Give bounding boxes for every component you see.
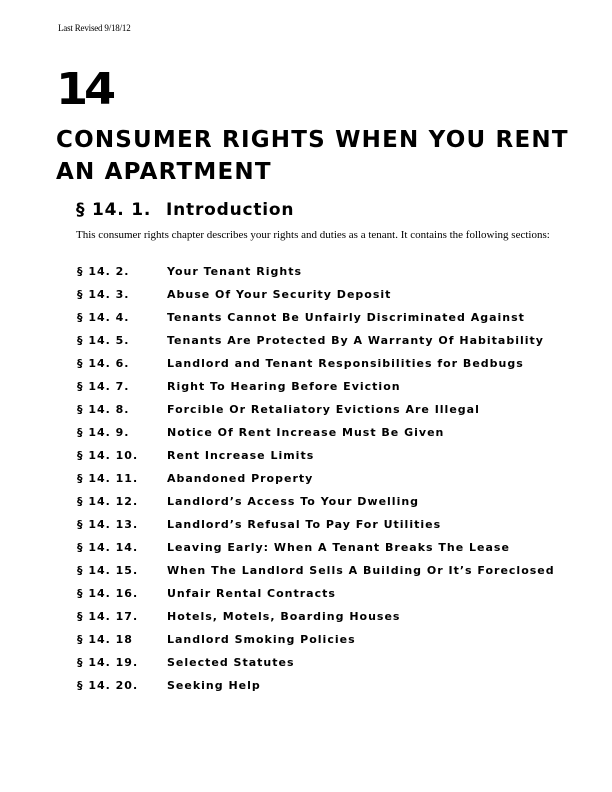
- section-number: § 14. 10.: [77, 449, 139, 462]
- section-title: Abandoned Property: [167, 472, 314, 485]
- section-number: § 14. 9.: [77, 426, 130, 439]
- section-number: § 14. 19.: [77, 656, 139, 669]
- section-number: § 14. 3.: [77, 288, 130, 301]
- section-number: § 14. 13.: [77, 518, 139, 531]
- section-title: Leaving Early: When A Tenant Breaks The Lease: [167, 541, 510, 554]
- section-title: Landlord’s Refusal To Pay For Utilities: [167, 518, 442, 531]
- section-item: [77, 608, 577, 625]
- section-number: § 14. 7.: [77, 380, 130, 393]
- section-title: Landlord Smoking Policies: [167, 633, 356, 646]
- section-item: [77, 631, 577, 648]
- section-number: § 14. 6.: [77, 357, 130, 370]
- section-item: [77, 539, 577, 556]
- section-title: Seeking Help: [167, 679, 261, 692]
- section-number: § 14. 15.: [77, 564, 139, 577]
- section-title: Forcible Or Retaliatory Evictions Are Illegal: [167, 403, 480, 416]
- section-title: Abuse Of Your Security Deposit: [167, 288, 392, 301]
- section-number: § 14. 5.: [77, 334, 130, 347]
- section-item: [77, 332, 577, 349]
- intro-section-title: Introduction: [166, 200, 295, 220]
- section-title: When The Landlord Sells A Building Or It’s Foreclosed: [167, 564, 555, 577]
- section-item: [77, 677, 577, 694]
- last-revised-date: Last Revised 9/18/12: [58, 23, 131, 33]
- section-item: [77, 470, 577, 487]
- section-item: [77, 263, 577, 280]
- section-title: Hotels, Motels, Boarding Houses: [167, 610, 401, 623]
- section-item: [77, 286, 577, 303]
- section-item: [77, 378, 577, 395]
- section-number: § 14. 18: [77, 633, 133, 646]
- section-number: § 14. 12.: [77, 495, 139, 508]
- section-number: § 14. 8.: [77, 403, 130, 416]
- section-item: [77, 309, 577, 326]
- section-item: [77, 493, 577, 510]
- section-item: [77, 516, 577, 533]
- section-number: § 14. 14.: [77, 541, 139, 554]
- section-item: [77, 424, 577, 441]
- section-title: Landlord’s Access To Your Dwelling: [167, 495, 420, 508]
- section-number: § 14. 20.: [77, 679, 139, 692]
- section-title: Tenants Cannot Be Unfairly Discriminated Against: [167, 311, 525, 324]
- section-title: Selected Statutes: [167, 656, 295, 669]
- intro-section-number: § 14. 1.: [76, 200, 152, 220]
- section-list: [77, 263, 577, 700]
- chapter-title: CONSUMER RIGHTS WHEN YOU RENT AN APARTMENT: [56, 127, 569, 185]
- section-title: Your Tenant Rights: [167, 265, 303, 278]
- section-number: § 14. 16.: [77, 587, 139, 600]
- section-number: § 14. 2.: [77, 265, 130, 278]
- chapter-number: 14: [56, 64, 112, 115]
- section-number: § 14. 17.: [77, 610, 139, 623]
- section-title: Unfair Rental Contracts: [167, 587, 336, 600]
- intro-paragraph: This consumer rights chapter describes your rights and duties as a tenant. It contains the following sections:: [76, 229, 550, 241]
- section-number: § 14. 4.: [77, 311, 130, 324]
- section-item: [77, 447, 577, 464]
- section-title: Rent Increase Limits: [167, 449, 315, 462]
- section-title: Landlord and Tenant Responsibilities for Bedbugs: [167, 357, 524, 370]
- section-title: Tenants Are Protected By A Warranty Of Habitability: [167, 334, 544, 347]
- section-item: [77, 585, 577, 602]
- section-title: Right To Hearing Before Eviction: [167, 380, 401, 393]
- section-item: [77, 401, 577, 418]
- intro-heading: [76, 200, 294, 220]
- section-item: [77, 355, 577, 372]
- section-number: § 14. 11.: [77, 472, 139, 485]
- section-item: [77, 654, 577, 671]
- section-title: Notice Of Rent Increase Must Be Given: [167, 426, 445, 439]
- section-item: [77, 562, 577, 579]
